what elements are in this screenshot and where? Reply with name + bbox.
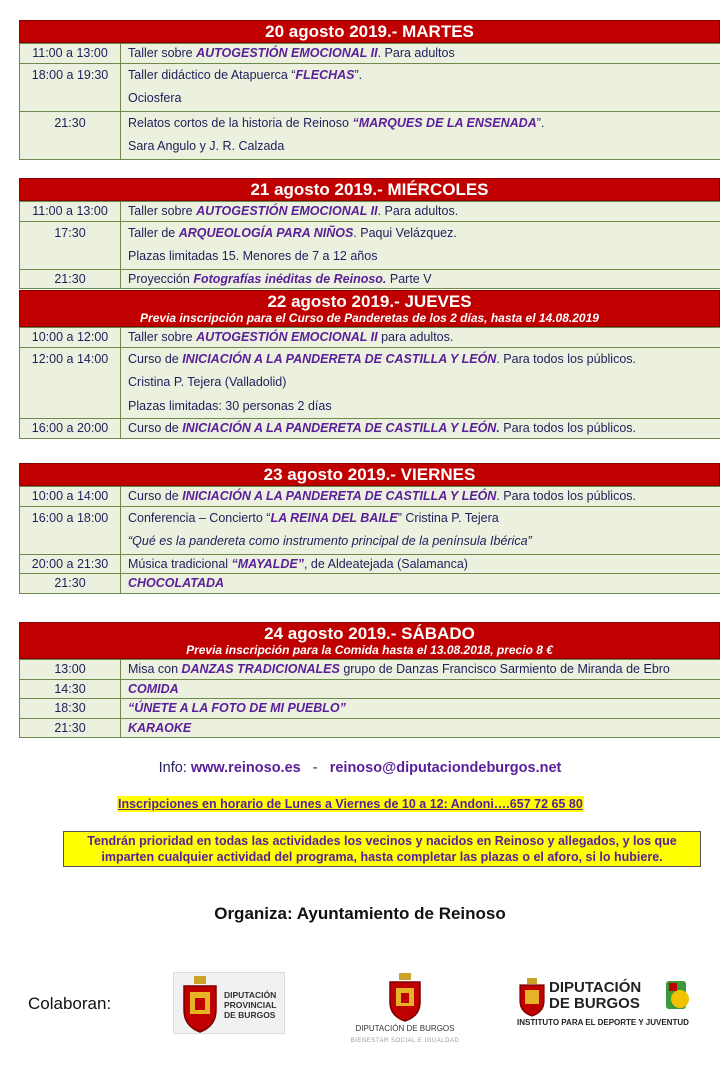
row-time: 10:00 a 12:00 [20,328,121,347]
table-row [20,327,720,347]
collaborators-label: Colaboran: [28,994,112,1013]
table-row [20,347,720,419]
schedule-table [19,327,720,439]
table-row [20,698,720,718]
organizer-line: Organiza: Ayuntamiento de Reinoso [214,904,506,923]
table-row [20,43,720,63]
description-text: . Paqui Velázquez. [353,225,457,240]
description-line [128,245,720,269]
description-text: para adultos. [377,330,454,344]
description-line [128,112,720,136]
description-text: Ociosfera [128,91,182,105]
table-row [20,506,720,554]
description-text: ”. [354,67,363,82]
table-row [20,573,720,593]
row-description [121,222,720,269]
highlight-text: DANZAS TRADICIONALES [181,662,340,676]
table-row [20,201,720,221]
row-time: 18:00 a 19:30 [20,64,121,111]
description-text: Curso de [128,351,183,366]
description-text: Proyección [128,271,194,286]
description-line [128,64,720,88]
row-description [121,64,720,111]
row-description [121,719,720,738]
highlight-text: COMIDA [128,681,179,696]
row-time: 21:30 [20,719,121,738]
description-text: Misa con [128,662,182,676]
logo3-subtext: INSTITUTO PARA EL DEPORTE Y JUVENTUD [517,1018,689,1027]
coat-of-arms-icon [176,974,224,1034]
sports-emblem-icon [665,979,691,1013]
table-row [20,554,720,574]
row-time: 21:30 [20,270,121,289]
description-text: Cristina P. Tejera (Valladolid) [128,375,287,389]
description-line [128,507,720,531]
diputacion-bienestar-logo [345,972,465,1052]
highlight-text: AUTOGESTIÓN EMOCIONAL II [196,204,378,218]
row-description [121,507,720,554]
highlight-text: AUTOGESTIÓN EMOCIONAL II [196,330,378,344]
description-line [128,348,720,372]
description-line [128,719,720,738]
table-row [20,418,720,438]
table-row [20,269,720,289]
description-text: grupo de Danzas Francisco Sarmiento de Miranda de Ebro [339,662,670,676]
description-text: Taller sobre [128,330,197,344]
logo3-title: DIPUTACIÓN DE BURGOS [549,979,642,1012]
highlight-text: Fotografías inéditas de Reinoso. [193,271,387,286]
day-title: 22 agosto 2019.- JUEVES [267,292,472,311]
highlight-text: AUTOGESTIÓN EMOCIONAL II [196,46,378,60]
description-line [128,574,720,593]
day-note: Previa inscripción para el Curso de Panderetas de los 2 días, hasta el 14.08.2019 [140,311,599,325]
inscripciones-notice: Inscripciones en horario de Lunes a Viernes de 10 a 12: Andoni….657 72 65 80 [118,797,583,811]
row-description [121,348,720,419]
description-text: Sara Angulo y J. R. Calzada [128,139,285,153]
table-row [20,111,720,159]
description-line [128,328,720,347]
description-line [128,371,720,395]
day-block [19,290,720,439]
description-text: Taller sobre [128,204,197,218]
description-text: . Para adultos [377,46,455,60]
row-time: 12:00 a 14:00 [20,348,121,419]
description-text: Curso de [128,489,183,503]
table-row [20,659,720,679]
row-time: 21:30 [20,574,121,593]
schedule-table [19,43,720,160]
row-description [121,270,720,289]
coat-of-arms-icon [385,972,425,1022]
description-line [128,44,720,63]
description-text: . Para todos los públicos. [496,351,637,366]
description-text: Plazas limitadas 15. Menores de 7 a 12 años [128,249,378,263]
description-text: . Para todos los públicos. [496,489,637,503]
description-line [128,699,720,718]
description-text: ” Cristina P. Tejera [397,510,499,525]
highlight-text: “MARQUES DE LA ENSENADA [352,115,537,130]
day-header [19,622,720,659]
logo1-text: DIPUTACIÓN PROVINCIAL DE BURGOS [224,990,277,1020]
row-description [121,328,720,347]
description-line [128,680,720,699]
highlight-text: “MAYALDE” [231,556,304,571]
info-prefix: Info: [158,760,191,776]
description-line [128,87,720,111]
description-line [128,419,720,438]
description-line [128,555,720,574]
description-line [128,395,720,419]
row-description [121,202,720,221]
highlight-text: FLECHAS [295,67,355,82]
row-time: 14:30 [20,680,121,699]
description-line [128,202,720,221]
row-time: 18:30 [20,699,121,718]
description-text: Plazas limitadas: 30 personas 2 días [128,398,332,413]
day-header [19,290,720,327]
description-text: “Qué es la pandereta como instrumento principal de la península Ibérica” [128,534,532,548]
row-time: 17:30 [20,222,121,269]
schedule-table [19,201,720,289]
row-description [121,680,720,699]
day-note: Previa inscripción para la Comida hasta el 13.08.2018, precio 8 € [186,643,553,657]
table-row [20,63,720,111]
row-time: 10:00 a 14:00 [20,487,121,506]
schedule-table [19,486,720,594]
description-line [128,222,720,246]
highlight-text: KARAOKE [128,720,192,735]
info-separator: - [300,760,330,776]
table-row [20,486,720,506]
diputacion-provincial-logo [173,972,285,1034]
day-block [19,178,720,289]
row-description [121,555,720,574]
description-text: Parte V [386,271,432,286]
highlight-text: INICIACIÓN A LA PANDERETA DE CASTILLA Y LEÓN [182,351,497,366]
description-line [128,530,720,554]
row-time: 21:30 [20,112,121,159]
row-description [121,44,720,63]
coat-of-arms-icon [517,977,547,1017]
day-title: 20 agosto 2019.- MARTES [265,22,474,41]
day-header [19,178,720,201]
description-line [128,660,720,679]
description-line [128,135,720,159]
day-header [19,20,720,43]
highlight-text: ARQUEOLOGÍA PARA NIÑOS [178,225,354,240]
table-row [20,718,720,738]
day-title: 23 agosto 2019.- VIERNES [263,465,476,484]
day-header [19,463,720,486]
table-row [20,679,720,699]
day-block [19,463,720,594]
row-time: 16:00 a 20:00 [20,419,121,438]
row-time: 11:00 a 13:00 [20,44,121,63]
highlight-text: LA REINA DEL BAILE [270,510,398,525]
description-line [128,270,720,289]
description-text: Taller de [128,225,179,240]
row-description [121,487,720,506]
row-time: 16:00 a 18:00 [20,507,121,554]
description-text: Conferencia – Concierto “ [128,510,271,525]
day-title: 21 agosto 2019.- MIÉRCOLES [250,180,489,199]
highlight-text: INICIACIÓN A LA PANDERETA DE CASTILLA Y LEÓN [182,489,497,503]
info-website-link[interactable]: www.reinoso.es [190,760,301,776]
description-text: ”. [536,115,545,130]
day-block [19,20,720,160]
schedule-table [19,659,720,738]
description-text: , de Aldeatejada (Salamanca) [303,556,468,571]
row-time: 11:00 a 13:00 [20,202,121,221]
description-text: Taller didáctico de Atapuerca “ [128,67,296,82]
day-block [19,622,720,738]
row-description [121,419,720,438]
highlight-text: CHOCOLATADA [128,576,225,590]
row-description [121,699,720,718]
row-time: 20:00 a 21:30 [20,555,121,574]
description-line [128,487,720,506]
highlight-text: “ÚNETE A LA FOTO DE MI PUEBLO” [128,701,346,715]
info-email-link[interactable]: reinoso@diputaciondeburgos.net [329,760,562,776]
info-line [0,760,720,776]
description-text: Música tradicional [128,556,232,571]
logo2-text: DIPUTACIÓN DE BURGOS [355,1024,455,1033]
table-row [20,221,720,269]
row-description [121,112,720,159]
row-description [121,660,720,679]
description-text: Relatos cortos de la historia de Reinoso [128,115,353,130]
row-description [121,574,720,593]
description-text: Para todos los públicos. [499,421,637,435]
description-text: . Para adultos. [377,204,459,218]
row-time: 13:00 [20,660,121,679]
description-text: Curso de [128,421,183,435]
diputacion-deporte-logo [517,975,692,1035]
logo2-subtext: BIENESTAR SOCIAL E IGUALDAD [350,1038,460,1044]
description-text: Taller sobre [128,46,197,60]
priority-notice: Tendrán prioridad en todas las actividades los vecinos y nacidos en Reinoso y allegados, y los que imparten cualquier actividad del programa, hasta completar las plazas o el aforo, si lo hubiere. [63,831,701,867]
highlight-text: INICIACIÓN A LA PANDERETA DE CASTILLA Y LEÓN. [182,421,500,435]
day-title: 24 agosto 2019.- SÁBADO [264,624,475,643]
